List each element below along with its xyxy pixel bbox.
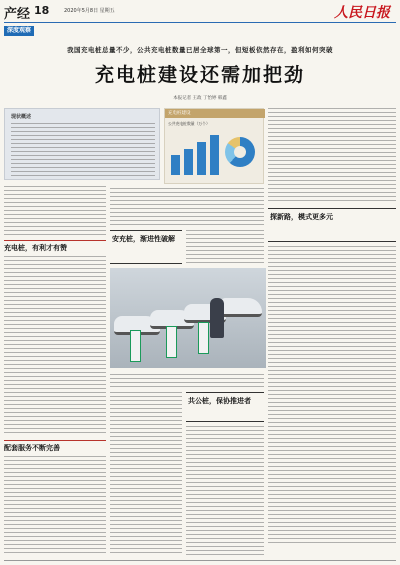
- person-charging-car: [210, 298, 224, 338]
- bottom-rule: [4, 560, 396, 561]
- subheadline: 我国充电桩总量不少，公共充电桩数量已居全球第一，但短板依然存在，盈利如何突破: [67, 46, 333, 54]
- infographic-header: 充电桩建设: [165, 109, 265, 118]
- summary-title: 现状概述: [11, 114, 32, 120]
- callout-3: [186, 392, 264, 422]
- section-2: [4, 440, 106, 453]
- summary-box: [4, 108, 160, 180]
- callout-3-title: 共公桩，保协推进者: [188, 397, 251, 405]
- section-1-title: 充电桩，有利才有赞: [4, 244, 67, 252]
- infographic-bar: [197, 142, 206, 175]
- left-body-text-3: [4, 456, 106, 556]
- infographic-bar: [184, 149, 193, 175]
- middle-body-text-3: [110, 392, 182, 556]
- middle-body-text-1: [110, 188, 264, 226]
- callout-2-title: 探新路，模式更多元: [270, 213, 333, 221]
- middle-body-text-2: [186, 230, 264, 264]
- callout-1-title: 安充桩，渐进性破解: [112, 235, 175, 243]
- infographic-donut: [225, 137, 255, 167]
- charging-pile: [198, 322, 209, 354]
- page-number: 18: [34, 4, 50, 17]
- middle-body-text-4: [186, 426, 264, 556]
- right-body-text-1: [268, 108, 396, 204]
- byline: 本报记者 王政 丁怡婷 韩鑫: [173, 96, 227, 101]
- headline: 充电桩建设还需加把劲: [94, 64, 305, 86]
- infographic: [164, 108, 264, 184]
- left-body-text-1: [4, 186, 106, 236]
- column-tag: 深度观察: [4, 26, 34, 36]
- left-body-text-2: [4, 256, 106, 436]
- section-1: [4, 240, 106, 253]
- newspaper-logo: 人民日报: [334, 5, 390, 21]
- callout-2: [268, 208, 396, 242]
- section-name: 产经: [4, 7, 31, 22]
- charging-station-photo: [110, 268, 266, 368]
- section-2-title: 配套服务不断完善: [4, 444, 60, 452]
- masthead-rule: [4, 22, 396, 23]
- masthead: [0, 0, 400, 22]
- infographic-bar: [210, 135, 219, 175]
- infographic-caption: 公共充电桩数量（万个）: [168, 121, 210, 126]
- callout-1: [110, 230, 182, 264]
- infographic-bar: [171, 155, 180, 175]
- charging-pile: [130, 330, 141, 362]
- parked-car: [218, 298, 262, 317]
- date-line: 2020年5月8日 星期五: [64, 8, 115, 14]
- right-body-text-2: [268, 246, 396, 546]
- summary-text: [11, 123, 155, 177]
- photo-caption-text: [110, 374, 264, 388]
- charging-pile: [166, 326, 177, 358]
